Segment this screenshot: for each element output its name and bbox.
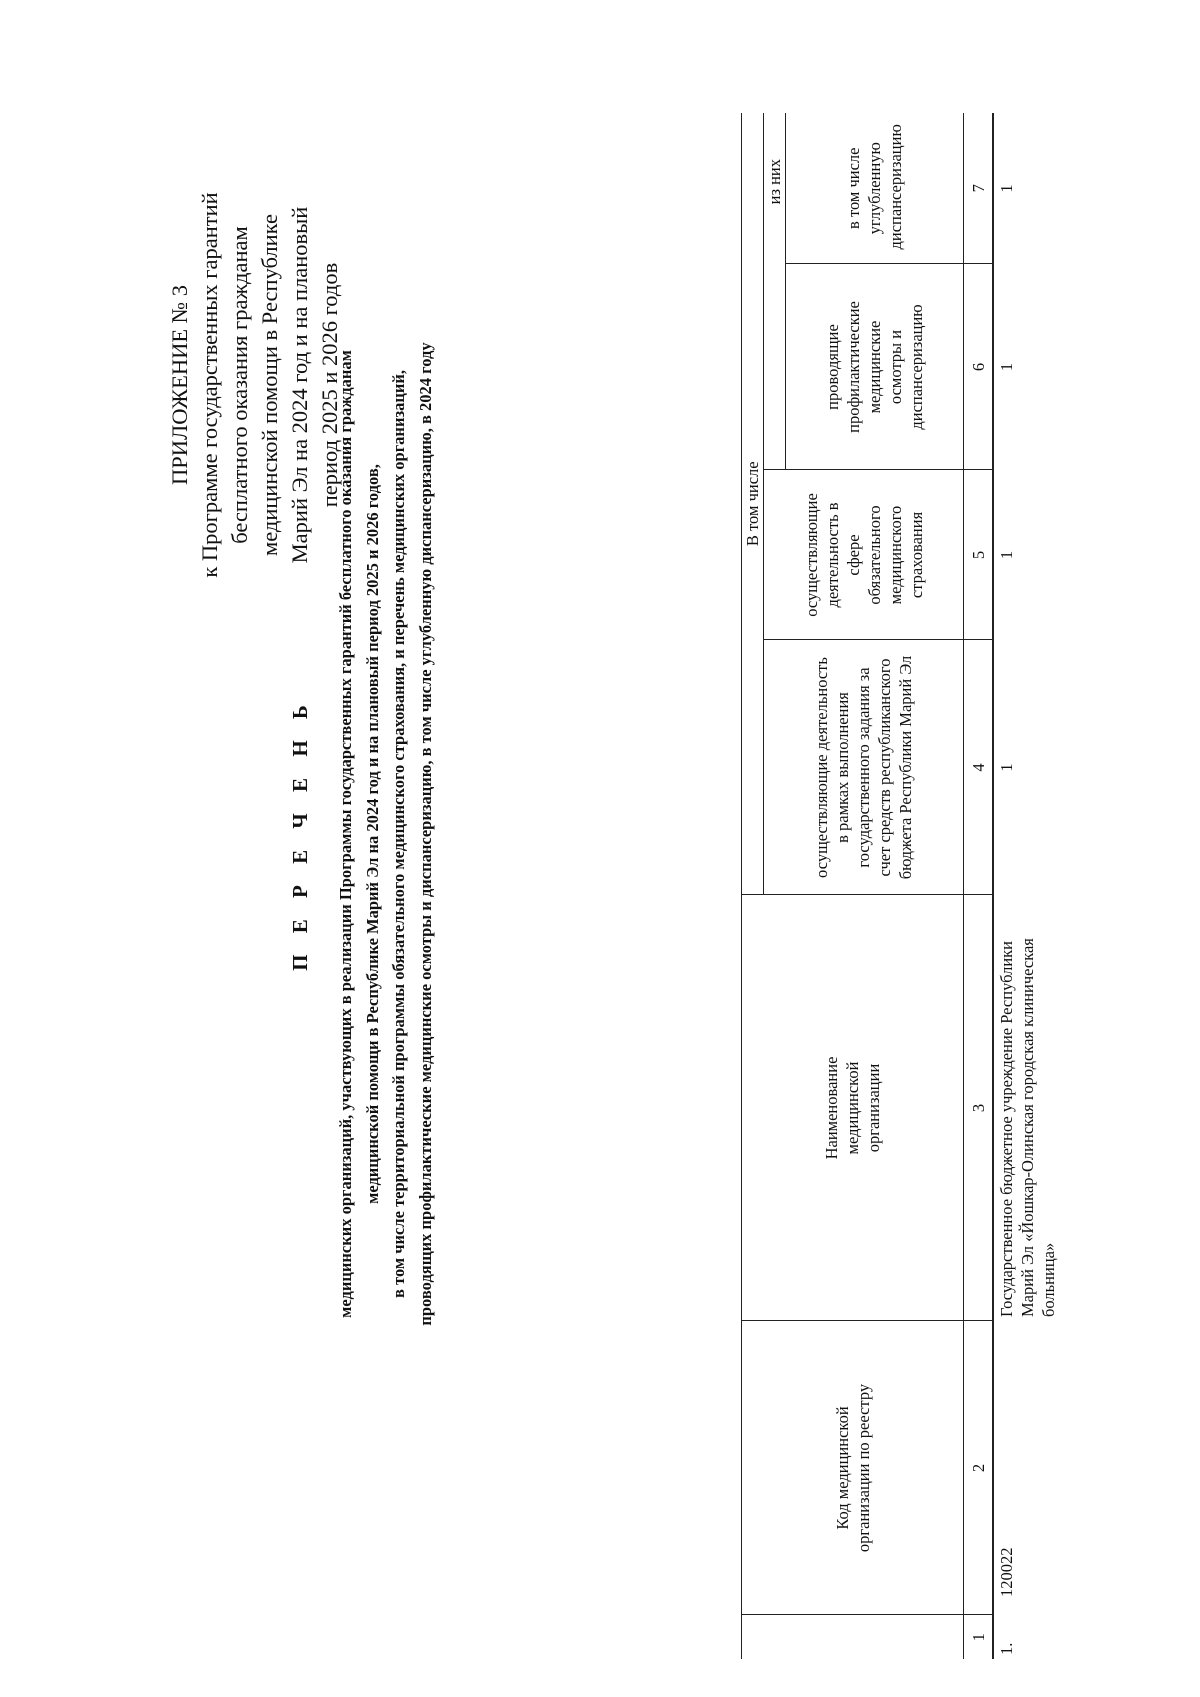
document-subtitle	[333, 189, 439, 1479]
column-number: 7	[964, 113, 994, 264]
header-cell-of-them: из них	[764, 113, 786, 470]
row-oms: 1	[997, 550, 1016, 560]
column-number: 4	[964, 640, 994, 895]
row-deep: 1	[997, 184, 1016, 193]
subtitle-line: в том числе территориальной программы обязательного медицинского страхования, и перечень медицинских организаций,	[389, 370, 408, 1298]
header-cell-preventive: проводящие профилактические медицинские осмотры и диспансеризацию	[786, 264, 964, 470]
appendix-line: ПРИЛОЖЕНИЕ № 3	[167, 284, 192, 486]
column-number: 1	[964, 1615, 994, 1659]
header-cell-state-task: осуществляющие деятельность в рамках выполнения государственного задания за счет средств республиканского бюджета Республики Марий Эл	[764, 640, 964, 895]
header-row	[742, 113, 764, 1659]
subtitle-line: медицинских организаций, участвующих в реализации Программы государственных гарантий бесплатного оказания гражданам	[336, 350, 355, 1318]
header-cell-code: Код медицинской организации по реестру	[742, 1321, 964, 1615]
column-number: 5	[964, 470, 994, 640]
header-cell-name: Наименование медицинской организации	[742, 895, 964, 1321]
column-number: 2	[964, 1321, 994, 1615]
column-number: 3	[964, 895, 994, 1321]
row-number: 1.	[997, 1642, 1016, 1655]
document-title: П Е Р Е Ч Е Н Ь	[288, 697, 312, 971]
organizations-table	[741, 113, 1058, 1659]
row-preventive: 1	[997, 362, 1016, 372]
row-state-task: 1	[997, 763, 1016, 772]
row-code: 120022	[997, 1547, 1016, 1597]
header-cell-deep: в том числе углубленную диспансеризацию	[786, 113, 964, 264]
row-org-name: Государственное бюджетное учреждение Республики Марий Эл «Йошкар-Олинская городская клиническая больница»	[997, 938, 1058, 1317]
column-number: 6	[964, 264, 994, 470]
appendix-line: бесплатного оказания гражданам	[227, 226, 252, 544]
appendix-line: период 2025 и 2026 годов	[317, 262, 342, 508]
document-heading	[287, 189, 441, 1479]
header-cell-including: В том числе	[742, 113, 764, 895]
header-cell-number	[742, 1615, 964, 1659]
subtitle-line: проводящих профилактические медицинские осмотры и диспансеризацию, в том числе углубленную диспансеризацию, в 2024 году	[415, 342, 435, 1326]
column-numbers-row	[964, 113, 994, 1659]
subtitle-line: медицинской помощи в Республике Марий Эл на 2024 год и на плановый период 2025 и 2026 годов,	[362, 464, 382, 1204]
appendix-line: к Программе государственных гарантий	[197, 192, 222, 578]
header-cell-oms: осуществляющие деятельность в сфере обязательного медицинского страхования	[764, 470, 964, 640]
appendix-line: медицинской помощи в Республике	[257, 213, 282, 557]
appendix-line: Марий Эл на 2024 год и на плановый	[287, 206, 312, 564]
table-row	[993, 113, 1072, 1659]
